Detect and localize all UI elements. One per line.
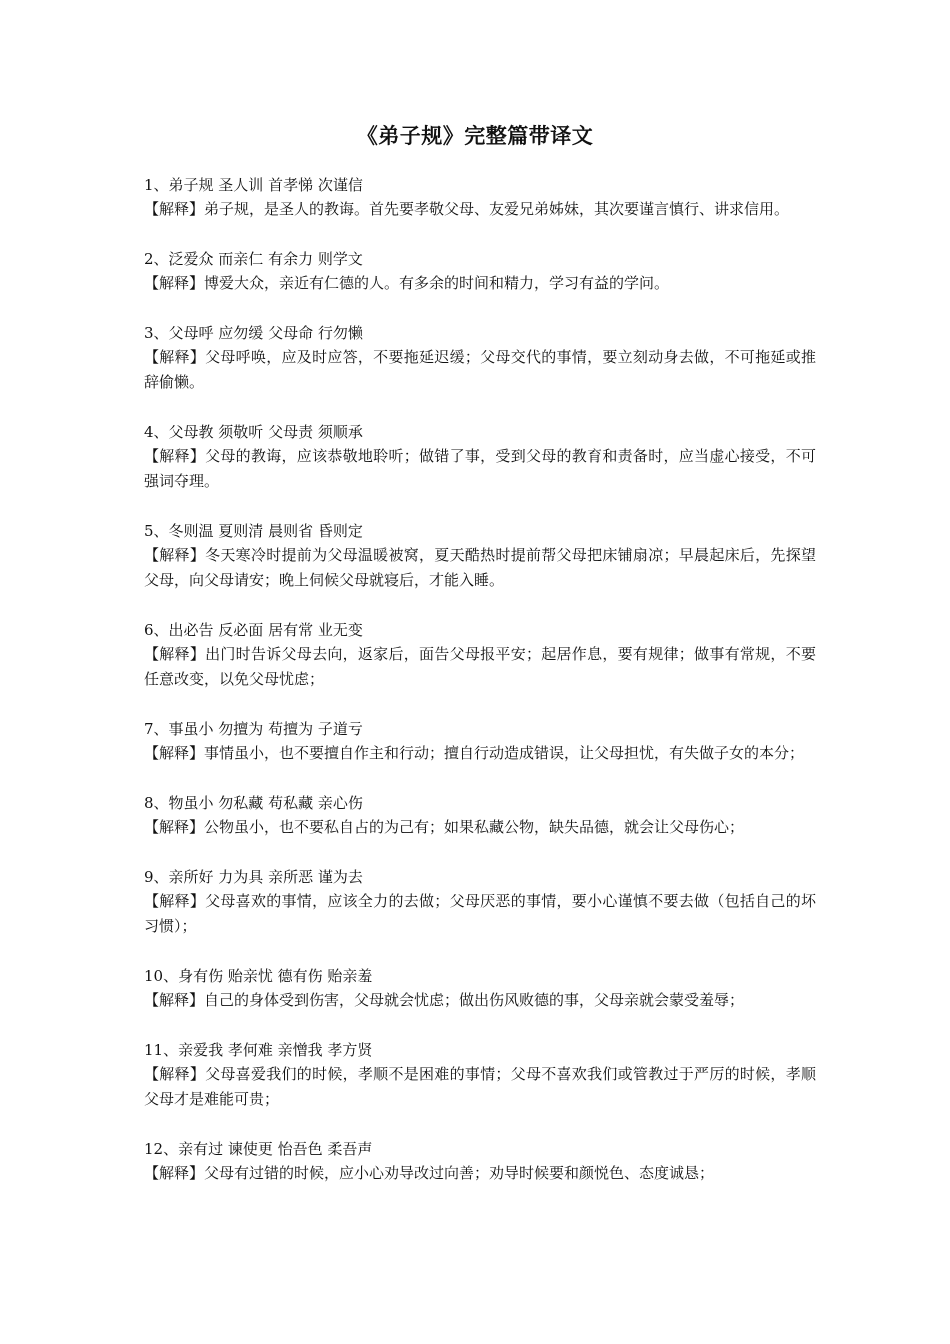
verse-line: 2、泛爱众 而亲仁 有余力 则学文 [144,250,363,268]
explanation-text: 【解释】冬天寒冷时提前为父母温暖被窝，夏天酷热时提前帮父母把床铺扇凉；早晨起床后，先探望父母，向父母请安；晚上伺候父母就寝后，才能入睡。 [144,546,816,589]
verse-line: 1、弟子规 圣人训 首孝悌 次谨信 [144,176,363,194]
verse-line: 3、父母呼 应勿缓 父母命 行勿懒 [144,324,363,342]
verse-line: 8、物虽小 勿私藏 苟私藏 亲心伤 [144,794,363,812]
explanation-text: 【解释】父母喜爱我们的时候，孝顺不是困难的事情；父母不喜欢我们或管教过于严厉的时候，孝顺父母才是难能可贵； [144,1065,816,1108]
explanation-text: 【解释】自己的身体受到伤害，父母就会忧虑；做出伤风败德的事，父母亲就会蒙受羞辱； [144,991,745,1009]
entry-3 [144,321,816,395]
explanation-text: 【解释】父母有过错的时候，应小心劝导改过向善；劝导时候要和颜悦色、态度诚恳； [144,1164,715,1182]
verse-line: 7、事虽小 勿擅为 苟擅为 子道亏 [144,720,363,738]
document-title: 《弟子规》完整篇带译文 [356,123,594,148]
explanation-text: 【解释】公物虽小，也不要私自占的为己有；如果私藏公物，缺失品德，就会让父母伤心； [144,818,745,836]
entry-8 [144,791,816,840]
verse-line: 4、父母教 须敬听 父母责 须顺承 [144,423,363,441]
verse-line: 12、亲有过 谏使更 怡吾色 柔吾声 [144,1140,373,1158]
explanation-text: 【解释】父母喜欢的事情，应该全力的去做；父母厌恶的事情，要小心谨慎不要去做（包括自己的坏习惯）； [144,892,816,935]
entry-6 [144,618,816,692]
entry-1 [144,173,816,222]
entry-11 [144,1038,816,1112]
entry-7 [144,717,816,766]
verse-line: 6、出必告 反必面 居有常 业无变 [144,621,363,639]
verse-line: 11、亲爱我 孝何难 亲憎我 孝方贤 [144,1041,373,1059]
explanation-text: 【解释】博爱大众，亲近有仁德的人。有多余的时间和精力，学习有益的学问。 [144,274,670,292]
entry-list [144,173,816,1211]
entry-10 [144,964,816,1013]
explanation-text: 【解释】父母的教诲，应该恭敬地聆听；做错了事，受到父母的教育和责备时，应当虚心接受，不可强词夺理。 [144,447,816,490]
entry-12 [144,1137,816,1186]
explanation-text: 【解释】弟子规，是圣人的教诲。首先要孝敬父母、友爱兄弟姊妹，其次要谨言慎行、讲求信用。 [144,200,790,218]
explanation-text: 【解释】事情虽小，也不要擅自作主和行动；擅自行动造成错误，让父母担忧，有失做子女的本分； [144,744,805,762]
entry-2 [144,247,816,296]
entry-5 [144,519,816,593]
verse-line: 5、冬则温 夏则清 晨则省 昏则定 [144,522,363,540]
entry-4 [144,420,816,494]
explanation-text: 【解释】父母呼唤，应及时应答，不要拖延迟缓；父母交代的事情，要立刻动身去做，不可拖延或推辞偷懒。 [144,348,816,391]
entry-9 [144,865,816,939]
explanation-text: 【解释】出门时告诉父母去向，返家后，面告父母报平安；起居作息，要有规律；做事有常规，不要任意改变，以免父母忧虑； [144,645,816,688]
verse-line: 10、身有伤 贻亲忧 德有伤 贻亲羞 [144,967,373,985]
verse-line: 9、亲所好 力为具 亲所恶 谨为去 [144,868,363,886]
